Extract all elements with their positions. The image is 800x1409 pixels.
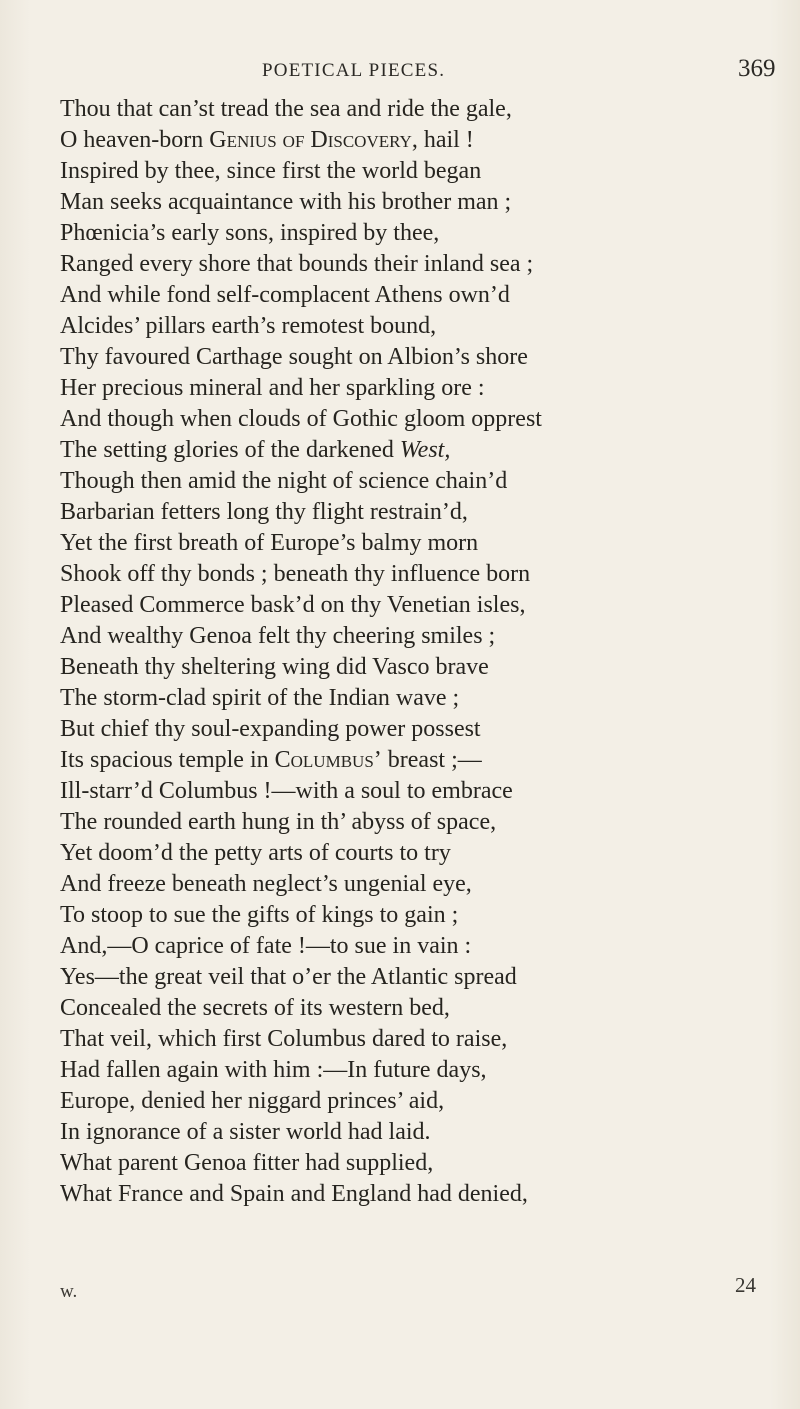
poem-line: Inspired by thee, since first the world began — [60, 158, 482, 184]
poem-line: Barbarian fetters long thy flight restrain’d, — [60, 499, 468, 525]
poem-line: What France and Spain and England had denied, — [60, 1181, 528, 1207]
poem-line: Pleased Commerce bask’d on thy Venetian isles, — [60, 592, 526, 618]
poem-line: What parent Genoa fitter had supplied, — [60, 1150, 434, 1176]
poem-line: O heaven-born Genius of Discovery, hail ! — [60, 127, 474, 153]
poem-line: Ranged every shore that bounds their inland sea ; — [60, 251, 534, 277]
poem-line: Shook off thy bonds ; beneath thy influence born — [60, 561, 531, 587]
poem-line: But chief thy soul-expanding power possest — [60, 716, 481, 742]
poem-line: Yet the first breath of Europe’s balmy morn — [60, 530, 479, 556]
small-caps-text: Genius of Discovery — [209, 127, 412, 153]
poem-line: And,—O caprice of fate !—to sue in vain : — [60, 933, 472, 959]
poem-line: Thou that can’st tread the sea and ride the gale, — [60, 96, 512, 122]
poem-line: Phœnicia’s early sons, inspired by thee, — [60, 220, 440, 246]
poem-line: Yet doom’d the petty arts of courts to try — [60, 840, 451, 866]
poem-line: In ignorance of a sister world had laid. — [60, 1119, 431, 1145]
signature-mark: w. — [60, 1281, 78, 1302]
poem-line: Its spacious temple in Columbus’ breast ;— — [60, 747, 482, 773]
poem-line: The rounded earth hung in th’ abyss of space, — [60, 809, 497, 835]
running-head: POETICAL PIECES. — [262, 60, 446, 81]
poem-text — [60, 94, 760, 1210]
poem-line: Her precious mineral and her sparkling ore : — [60, 375, 485, 401]
poem-line: Alcides’ pillars earth’s remotest bound, — [60, 313, 437, 339]
poem-line: And freeze beneath neglect’s ungenial eye, — [60, 871, 472, 897]
poem-line: Concealed the secrets of its western bed, — [60, 995, 450, 1021]
small-caps-text: Columbus’ — [274, 747, 382, 773]
poem-line: Had fallen again with him :—In future days, — [60, 1057, 487, 1083]
poem-line: Europe, denied her niggard princes’ aid, — [60, 1088, 445, 1114]
poem-line: Man seeks acquaintance with his brother man ; — [60, 189, 512, 215]
poem-line: Ill-starr’d Columbus !—with a soul to embrace — [60, 778, 513, 804]
poem-line: To stoop to sue the gifts of kings to gain ; — [60, 902, 459, 928]
poem-line: And though when clouds of Gothic gloom opprest — [60, 406, 542, 432]
poem-line: And while fond self-complacent Athens own’d — [60, 282, 510, 308]
page-number: 369 — [738, 55, 776, 82]
poem-line: The setting glories of the darkened West, — [60, 437, 451, 463]
poem-line: Thy favoured Carthage sought on Albion’s shore — [60, 344, 528, 370]
poem-line: That veil, which first Columbus dared to raise, — [60, 1026, 508, 1052]
poem-line: Though then amid the night of science chain’d — [60, 468, 508, 494]
poem-line: The storm-clad spirit of the Indian wave ; — [60, 685, 460, 711]
poem-line: And wealthy Genoa felt thy cheering smiles ; — [60, 623, 496, 649]
sheet-number: 24 — [735, 1273, 756, 1297]
poem-line: Beneath thy sheltering wing did Vasco brave — [60, 654, 489, 680]
poem-line: Yes—the great veil that o’er the Atlantic spread — [60, 964, 517, 990]
italic-text: West, — [399, 437, 451, 463]
